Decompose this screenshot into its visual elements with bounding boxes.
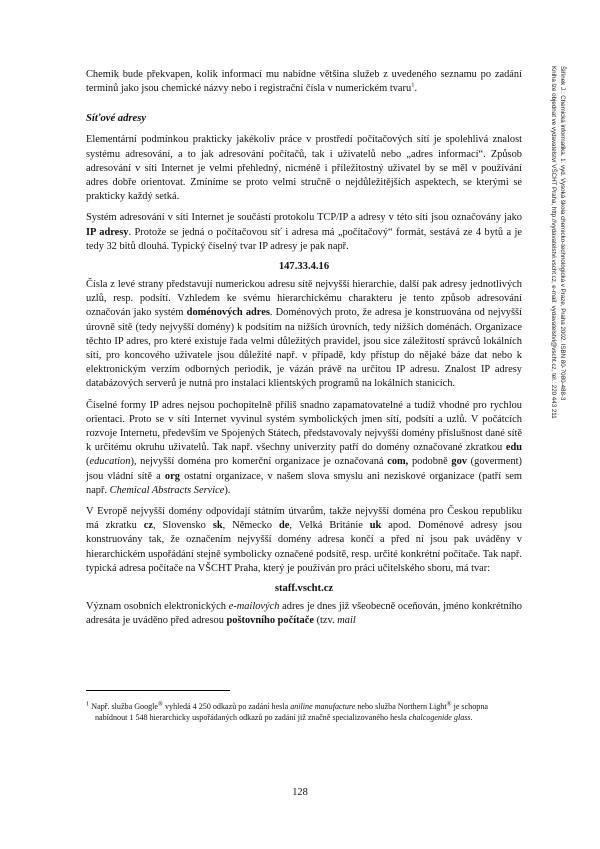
ip-example: 147.33.4.16: [278, 261, 330, 273]
footnote-divider: [86, 690, 230, 691]
paragraph-symbolic-names: Číselné formy IP adres nejsou pochopitelně příliš snadno zapamatovatelné a tudíž vhodné pro rychlou orientaci. Proto se v síti Internet vyvinul systém symbolických jmen sítí, podsítí a uzlů. V počátcích rozvoje Internetu, především ve Spojených Státech, představovaly nejvyšší domény příslušnost dané sítě k určitému okruhu uživatelů. Tak např. všechny univerzity patří do domény označované zkratkou edu (education), nejvyšší doména pro komerční organizace je označovaná com, podobně gov (goverment) jsou vládní sítě a org ostatní organizace, v našem slova smyslu ani neziskové organizace (patří sem např. Chemical Abstracts Service).: [86, 399, 523, 496]
term-cas: Chemical Abstracts Service: [109, 484, 225, 496]
paragraph-domain-addresses: Čísla z levé strany představují numerickou adresu sítě nejvyšší hierarchie, další pak adresy jednotlivých uzlů, resp. podsítí. Vzhledem ke svému hierarchickému charakteru je tento způsob adresování označován jako systém doménových adres. Doménových proto, že adresa je konstruována od nejvyšší úrovně sítě (tedy nejvyšší domény) k podsítím na nižších úrovních, tedy nižších doménách. Organizace těchto IP adres, pro které existuje řada velmi důležitých pravidel, jsou sice záležitostí správců lokálních sítí, pro koncového uživatele jsou důležité např. v případě, kdy přístup do nějaké báze dat nebo k elektronickým verzím odborných periodik, je vázán právě na určitou IP adresu. Znalost IP adresy databázových serverů je nutná pro instalaci klientských programů na lokálních stanicích.: [86, 279, 522, 390]
intro-paragraph: Chemik bude překvapen, kolik informací mu nabídne většina služeb z uvedeného seznamu po zadání termínů jako jsou chemické názvy nebo i registrační čísla v numerickém tvaru$^1$.: [86, 69, 522, 95]
term-de: de: [278, 520, 290, 532]
footnote-text: $^1$ Např. služba Google® vyhledá 4 250 odkazů po zadání hesla aniline manufacture nebo služba Northern Light® je schopna nabídnout 1 548 hierarchicky uspořádaných odkazů po zadání již značně specializovaného hesla chalcogenide glass.: [86, 700, 488, 723]
term-cz: cz: [143, 520, 153, 532]
term-mail: mail: [337, 615, 356, 627]
term-mail-server: poštovního počítače: [226, 615, 314, 627]
term-education: education: [89, 456, 131, 468]
footnote-number: 1: [86, 700, 90, 708]
citation-sidebar: [549, 66, 566, 546]
term-org: org: [164, 470, 180, 482]
term-sk: sk: [212, 520, 223, 532]
term-ip-adresy: IP adresy: [86, 226, 129, 238]
citation-line-1: Šiřínek J.: Chemická informatika. 1. vyd. Vysoká škola chemicko-technologická v Praze, Praha 2002. ISBN 80-7080-488-3: [559, 66, 566, 401]
term-chalcogenide-glass: chalcogenide glass: [408, 713, 471, 723]
paragraph-european-domains: V Evropě nejvyšší domény odpovídají státním útvarům, takže nejvyšší doména pro Českou republiku má zkratku cz, Slovensko sk, Německo de, Velká Británie uk apod. Doménové adresy jsou konstruovány tak, že označením nejvyšší domény adresa končí a před ní jsou pak uváděny v hierarchickém uspořádání stejně symbolicky označené podsítě, resp. určité konkrétní počítače. Tak např. typická adresa počítače na VŠCHT Praha, který je používán pro práci učitelského sboru, má tvar:: [86, 506, 522, 574]
section-heading: Síťové adresy: [86, 113, 147, 125]
term-email: e-mailových: [228, 601, 280, 613]
paragraph-ip-address: Systém adresování v síti Internet je součástí protokolu TCP/IP a adresy v této síti jsou označovány jako IP adresy. Protože se jedná o počítačovou síť i adresa má „počítačový“ formát, sestává ze 4 bytů a je tedy 32 bitů dlouhá. Typický číselný tvar IP adresy je pak např.: [86, 212, 522, 252]
citation-line-2: Kniha lze objednat ve vydavatelství VŠCHT Praha, http://vydavatelstvi.vscht.cz, e-mail: vydavatelstvi@vscht.cz, tel.: 220 443 211: [550, 66, 558, 419]
term-edu: edu: [505, 442, 522, 454]
paragraph-email: Význam osobních elektronických e-mailových adres je dnes již všeobecně oceňován, jméno konkrétního adresáta je uváděno před adresou poštovního počítače (tzv. mail: [86, 601, 522, 627]
paragraph-addressing-intro: Elementární podmínkou prakticky jakékoliv práce v prostředí počítačových sítí je spolehlivá znalost systému adresování, a to jak adresování počítačů, tak i uživatelů nebo „adres informací“. Způsob adresování v síti Internet je velmi přehledný, nicméně i příležitostný uživatel by se měl v používání adres dobře orientovat. Zmíníme se proto velmi stručně o nejdůležitějších aspektech, se kterými se prakticky každý setká.: [86, 134, 522, 203]
term-com: com,: [387, 456, 409, 468]
page-number: 128: [292, 787, 308, 798]
host-example: staff.vscht.cz: [274, 583, 334, 595]
term-domenovych-adres: doménových adres: [186, 307, 270, 319]
term-uk: uk: [369, 520, 382, 532]
term-gov: gov: [451, 456, 467, 468]
footnote-ref[interactable]: 1: [411, 81, 415, 89]
footnote: [86, 701, 522, 724]
term-aniline-manufacture: aniline manufacture: [290, 702, 356, 711]
page-body: [86, 68, 522, 636]
